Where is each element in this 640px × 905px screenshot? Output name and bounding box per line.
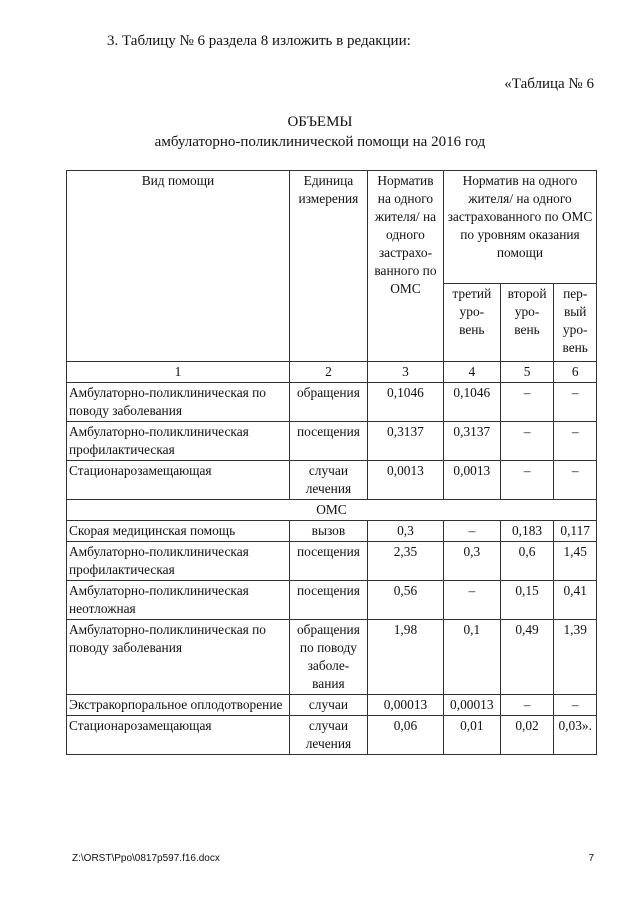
header-level-1: пер- вый уро- вень — [554, 284, 597, 362]
cell-level-3: 0,00013 — [443, 695, 500, 716]
table-row — [67, 716, 597, 755]
header-unit: Единица измерения — [289, 171, 367, 362]
cell-norm: 1,98 — [367, 620, 443, 695]
cell-level-3: 0,1046 — [443, 383, 500, 422]
cell-level-1: – — [554, 695, 597, 716]
cell-level-3: 0,0013 — [443, 461, 500, 500]
cell-level-2: 0,6 — [500, 542, 554, 581]
cell-level-2: 0,183 — [500, 521, 554, 542]
table-row — [67, 581, 597, 620]
cell-level-1: 1,45 — [554, 542, 597, 581]
col-number: 4 — [443, 362, 500, 383]
cell-vid: Амбулаторно-поликлиническая профилактическая — [67, 542, 290, 581]
cell-unit: посещения — [289, 581, 367, 620]
cell-vid: Экстракорпоральное оплодотворение — [67, 695, 290, 716]
cell-level-2: 0,15 — [500, 581, 554, 620]
cell-level-3: – — [443, 521, 500, 542]
cell-level-3: 0,1 — [443, 620, 500, 695]
cell-unit: обращения — [289, 383, 367, 422]
cell-level-2: 0,02 — [500, 716, 554, 755]
col-number: 6 — [554, 362, 597, 383]
cell-level-2: – — [500, 383, 554, 422]
header-norm: Норматив на одного жителя/ на одного застрахо- ванного по ОМС — [367, 171, 443, 362]
cell-level-3: 0,01 — [443, 716, 500, 755]
footer-file-path: Z:\ORST\Ppo\0817p597.f16.docx — [72, 853, 220, 864]
table-label: «Таблица № 6 — [504, 76, 594, 92]
volumes-table — [66, 170, 597, 755]
table-row — [67, 542, 597, 581]
cell-level-1: – — [554, 422, 597, 461]
cell-unit: посещения — [289, 422, 367, 461]
cell-unit: случаи лечения — [289, 461, 367, 500]
cell-level-1: 0,03». — [554, 716, 597, 755]
cell-level-1: – — [554, 383, 597, 422]
cell-level-2: – — [500, 422, 554, 461]
cell-vid: Амбулаторно-поликлиническая по поводу заболевания — [67, 383, 290, 422]
cell-vid: Стационарозамещающая — [67, 461, 290, 500]
cell-norm: 0,3 — [367, 521, 443, 542]
col-number: 1 — [67, 362, 290, 383]
cell-level-1: 0,41 — [554, 581, 597, 620]
cell-unit: посещения — [289, 542, 367, 581]
cell-level-1: 1,39 — [554, 620, 597, 695]
col-number: 2 — [289, 362, 367, 383]
table-row — [67, 521, 597, 542]
header-vid: Вид помощи — [67, 171, 290, 362]
section-row-oms — [67, 500, 597, 521]
page-number: 7 — [588, 853, 594, 864]
cell-level-2: – — [500, 695, 554, 716]
cell-norm: 0,3137 — [367, 422, 443, 461]
col-number: 5 — [500, 362, 554, 383]
cell-level-3: – — [443, 581, 500, 620]
table-row — [67, 620, 597, 695]
table-row — [67, 383, 597, 422]
header-level-2: второй уро- вень — [500, 284, 554, 362]
cell-norm: 0,00013 — [367, 695, 443, 716]
cell-norm: 0,0013 — [367, 461, 443, 500]
table-row — [67, 695, 597, 716]
table-title: ОБЪЕМЫ — [287, 114, 353, 130]
cell-unit: случаи лечения — [289, 716, 367, 755]
col-number: 3 — [367, 362, 443, 383]
header-row — [67, 171, 597, 284]
column-numbers-row — [67, 362, 597, 383]
cell-norm: 0,1046 — [367, 383, 443, 422]
table-subtitle: амбулаторно-поликлинической помощи на 2016 год — [154, 134, 486, 150]
cell-level-1: – — [554, 461, 597, 500]
header-norm-levels: Норматив на одного жителя/ на одного застрахованного по ОМС по уровням оказания помощи — [443, 171, 596, 284]
cell-level-2: – — [500, 461, 554, 500]
cell-level-2: 0,49 — [500, 620, 554, 695]
cell-unit: случаи — [289, 695, 367, 716]
cell-vid: Амбулаторно-поликлиническая неотложная — [67, 581, 290, 620]
cell-unit: вызов — [289, 521, 367, 542]
intro-paragraph: 3. Таблицу № 6 раздела 8 изложить в редакции: — [107, 33, 411, 49]
section-title: ОМС — [67, 500, 597, 521]
table-row — [67, 422, 597, 461]
cell-norm: 0,06 — [367, 716, 443, 755]
cell-vid: Амбулаторно-поликлиническая по поводу заболевания — [67, 620, 290, 695]
cell-vid: Стационарозамещающая — [67, 716, 290, 755]
cell-unit: обращения по поводу заболе- вания — [289, 620, 367, 695]
cell-vid: Скорая медицинская помощь — [67, 521, 290, 542]
table-row — [67, 461, 597, 500]
cell-norm: 0,56 — [367, 581, 443, 620]
cell-norm: 2,35 — [367, 542, 443, 581]
cell-level-3: 0,3137 — [443, 422, 500, 461]
header-level-3: третий уро- вень — [443, 284, 500, 362]
cell-level-3: 0,3 — [443, 542, 500, 581]
cell-vid: Амбулаторно-поликлиническая профилактическая — [67, 422, 290, 461]
cell-level-1: 0,117 — [554, 521, 597, 542]
